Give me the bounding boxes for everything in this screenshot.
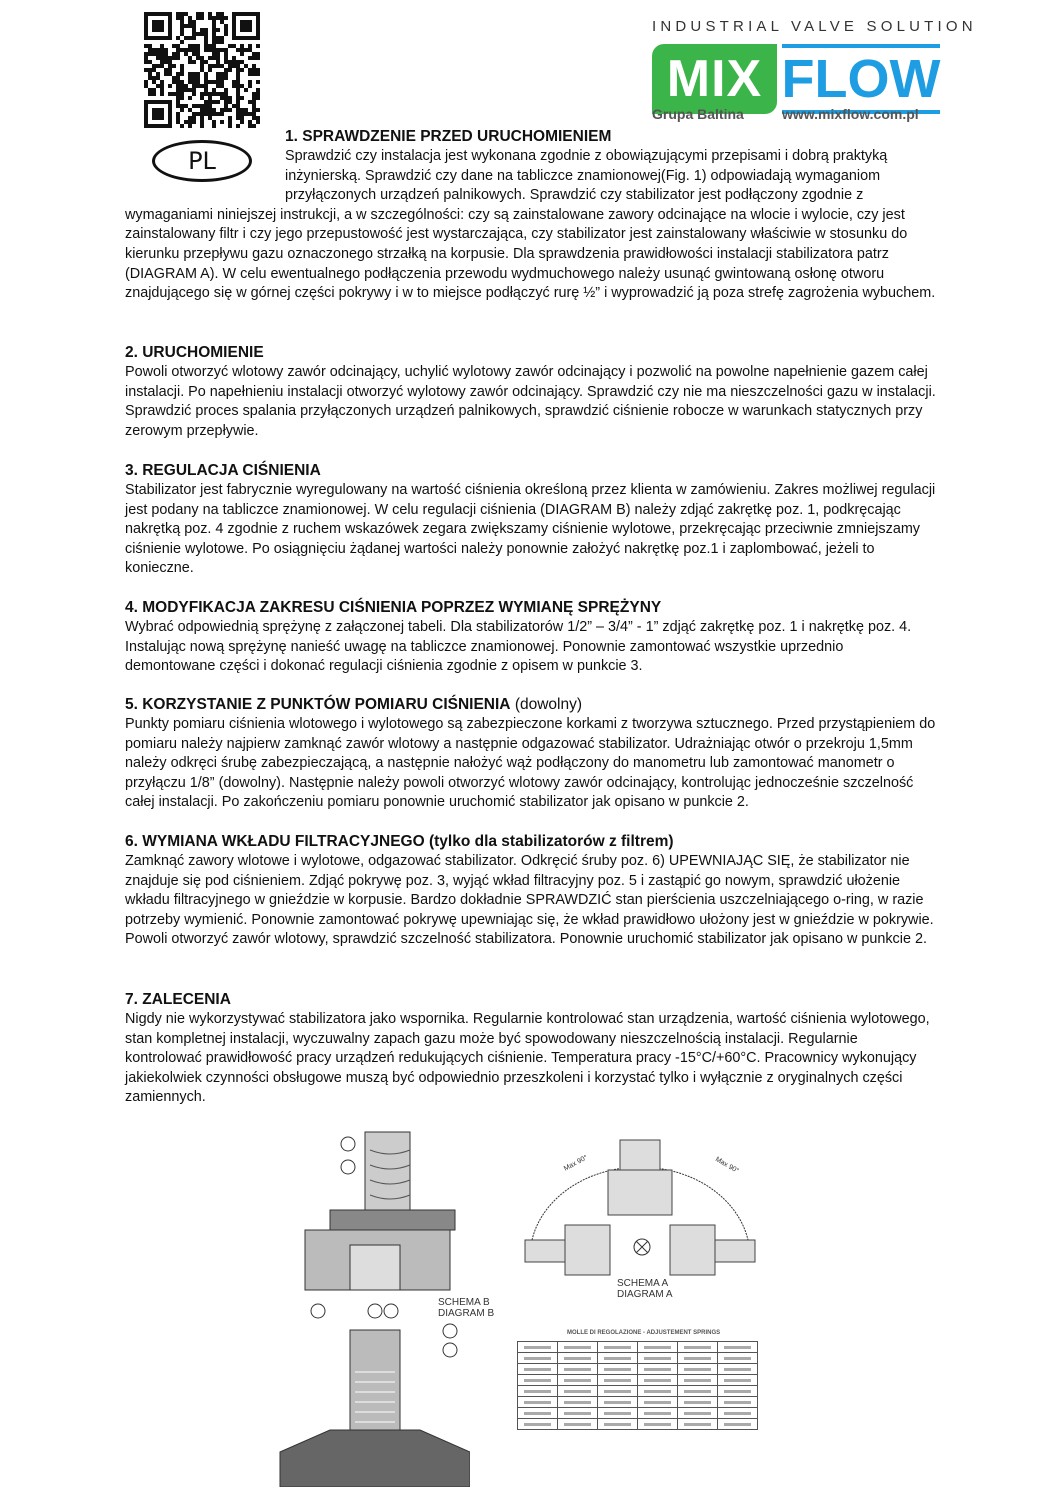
logo-flow: FLOW <box>782 44 940 114</box>
section-body: Stabilizator jest fabrycznie wyregulowany na wartość ciśnienia określoną przez klienta w zamówieniu. Zakres możliwej regulacji jest podany na tabliczce znamionowej. W celu regulacji ciśnienia (DIAGRAM B) należy zdjąć zakrętkę poz. 1, podkręcając nakrętką poz. 4 zgodnie z ruchem wskazówek zegara zwiększamy ciśnienie wylotowe, przekręcając przeciwnie zmniejszamy ciśnienie wylotowe. Po osiągnięciu żądanej wartości należy ponownie założyć nakrętkę poz.1 i zaplombować, jeżeli to konieczne. <box>125 482 936 577</box>
springs-table-row <box>518 1386 758 1397</box>
section-5 <box>125 695 937 813</box>
diagram-a-orientation <box>520 1130 765 1280</box>
schema-a-line1: SCHEMA A <box>617 1278 669 1289</box>
springs-table-cell <box>518 1364 558 1375</box>
springs-table-cell <box>558 1364 598 1375</box>
section-body: Wybrać odpowiednią sprężynę z załączonej tabeli. Dla stabilizatorów 1/2” – 3/4” - 1” zdjąć zakrętkę poz. 1 i nakrętkę poz. 4. Instalując nową sprężynę nanieść uwagę na tabliczce znamionowej. Ponownie zamontować wszystkie uprzednio demontowane części i dokonać regulacji ciśnienia zgodnie z opisem w punkcie 3. <box>125 619 912 675</box>
springs-table-cell <box>558 1342 598 1353</box>
section-line: inżynierską. Sprawdzić czy dane na tabliczce znamionowej(Fig. 1) odpowiadają wymaganiom <box>285 167 881 184</box>
springs-table-cell <box>678 1364 718 1375</box>
springs-table-cell <box>678 1386 718 1397</box>
callout-3 <box>384 1304 398 1318</box>
springs-table-row <box>518 1397 758 1408</box>
springs-table-cell <box>718 1342 758 1353</box>
springs-table-cell <box>518 1342 558 1353</box>
section-3 <box>125 461 937 579</box>
springs-table-cell <box>598 1375 638 1386</box>
logo-group: Grupa Baltina <box>652 106 744 122</box>
callout-6 <box>311 1304 325 1318</box>
springs-table-cell <box>598 1342 638 1353</box>
springs-table-cell <box>598 1386 638 1397</box>
springs-table-title: MOLLE DI REGOLAZIONE - ADJUSTEMENT SPRINGS <box>567 1330 721 1336</box>
callout-5 <box>368 1304 382 1318</box>
springs-table-cell <box>638 1353 678 1364</box>
springs-table-cell <box>678 1353 718 1364</box>
springs-table-cell <box>558 1386 598 1397</box>
springs-table-cell <box>678 1408 718 1419</box>
schema-b-line1: SCHEMA B <box>438 1297 490 1308</box>
section-6 <box>125 832 937 950</box>
section-body: Zamknąć zawory wlotowe i wylotowe, odgazować stabilizator. Odkręcić śruby poz. 6) UPEWNIAJĄC SIĘ, że stabilizator nie znajduje się pod ciśnieniem. Zdjąć pokrywę poz. 3, wyjąć wkład filtracyjny poz. 5 i zastąpić go nowym, sprawdzić ułożenie wkładu filtracyjnego w gnieździe w korpusie. Bardzo dokładnie SPRAWDZIĆ stan pierścienia uszczelniającego o-ring, w razie potrzeby wymienić. Ponownie zamontować pokrywę upewniając się, że wkład prawidłowo ułożony jest w gnieździe w pokrywie. Powoli otworzyć zawór wlotowy, sprawdzić szczelność stabilizatora. Ponownie uruchomić stabilizator jak opisano w punkcie 2. <box>125 853 934 948</box>
schema-b-label <box>438 1297 494 1319</box>
springs-table-row <box>518 1353 758 1364</box>
section-body: Powoli otworzyć wlotowy zawór odcinający, uchylić wylotowy zawór odcinający i pozwolić na powolne napełnienie gazem całej instalacji. Po napełnieniu instalacji otworzyć wylotowy zawór odcinający. Sprawdzić czy nie ma nieszczelności gazu w instalacji. Sprawdzić proces spalania przyłączonych urządzeń palnikowych, sprawdzić ciśnienie robocze w warunkach statycznych przy zerowym przepływie. <box>125 364 936 439</box>
springs-table-cell <box>718 1419 758 1430</box>
logo-mix: MIX <box>652 44 777 114</box>
springs-table <box>517 1341 758 1430</box>
section-body: wymaganiami niniejszej instrukcji, a w szczególności: czy są zainstalowane zawory odcinające na wlocie i wylocie, czy jest zainstalowany filtr i czy jego przepustowość jest wystarczająca, czy stabilizator jest zainstalowany właściwie w stosunku do kierunku przepływu gazu oznaczonego strzałką na korpusie. Dla sprawdzenia prawidłowości instalacji stabilizatora patrz (DIAGRAM A). W celu ewentualnego podłączenia przewodu wydmuchowego należy usunąć gwintowaną osłonę otworu znajdującego się w górnej części pokrywy i w to miejsce podłączyć rurę ½” i wyprowadzić ją poza strefę zagrożenia wybuchem. <box>125 206 936 302</box>
springs-table-cell <box>518 1397 558 1408</box>
springs-table-cell <box>558 1353 598 1364</box>
springs-table-cell <box>518 1419 558 1430</box>
springs-table-cell <box>718 1375 758 1386</box>
springs-table-cell <box>678 1342 718 1353</box>
springs-table-cell <box>518 1375 558 1386</box>
diagram-b-regulator <box>290 1120 505 1320</box>
section-body: Punkty pomiaru ciśnienia wlotowego i wylotowego są zabezpieczone korkami z tworzywa sztucznego. Przed przystąpieniem do pomiaru należy najpierw zamknąć zawór wlotowy a następnie odgazować stabilizator. Udrażniając otwór o przekroju 1,5mm należy odkręci śrubę zabezpieczającą, a następnie nałożyć wąż podłączony do manometru lub zamontować manometr o przyłączu 1/8” (dowolny). Następnie należy powoli otworzyć wlotowy zawór odcinający, kontrolując jednocześnie szczelność całej instalacji. Po zakończeniu pomiaru ponownie uruchomić stabilizator jak opisano w punkcie 2. <box>125 716 936 811</box>
section-title: 4. MODYFIKACJA ZAKRESU CIŚNIENIA POPRZEZ WYMIANĘ SPRĘŻYNY <box>125 599 662 616</box>
springs-table-row <box>518 1364 758 1375</box>
springs-table-cell <box>598 1419 638 1430</box>
section-title: 6. WYMIANA WKŁADU FILTRACYJNEGO (tylko dla stabilizatorów z filtrem) <box>125 833 674 850</box>
springs-table-cell <box>558 1375 598 1386</box>
mixflow-logo <box>652 14 977 126</box>
springs-table-cell <box>638 1419 678 1430</box>
qr-code <box>144 12 260 128</box>
section-title: 3. REGULACJA CIŚNIENIA <box>125 462 321 479</box>
springs-table-cell <box>718 1408 758 1419</box>
callout-4 <box>341 1160 355 1174</box>
springs-table-cell <box>558 1397 598 1408</box>
springs-table-cell <box>718 1397 758 1408</box>
springs-table-cell <box>638 1342 678 1353</box>
springs-table-cell <box>598 1364 638 1375</box>
springs-table-cell <box>598 1408 638 1419</box>
callout-4 <box>443 1343 457 1357</box>
springs-table-cell <box>598 1353 638 1364</box>
section-line: Sprawdzić czy instalacja jest wykonana zgodnie z obowiązującymi przepisami i dobrą praktyką <box>285 148 888 164</box>
callout-1 <box>341 1137 355 1151</box>
springs-table-cell <box>678 1419 718 1430</box>
springs-table-cell <box>638 1375 678 1386</box>
schema-a-angle-left: Max 90° <box>562 1154 589 1173</box>
schema-b-line2: DIAGRAM B <box>438 1308 495 1319</box>
schema-a-label <box>617 1278 673 1300</box>
schema-a-angle-right: Max 90° <box>713 1156 740 1175</box>
section-4 <box>125 598 937 677</box>
springs-table-cell <box>638 1386 678 1397</box>
springs-table-cell <box>718 1364 758 1375</box>
springs-table-row <box>518 1419 758 1430</box>
section-2 <box>125 343 937 441</box>
section-title-suffix: (dowolny) <box>510 696 583 713</box>
section-1 <box>125 127 937 304</box>
springs-table-cell <box>678 1397 718 1408</box>
springs-table-cell <box>558 1408 598 1419</box>
diagram-spring-detail <box>270 1322 470 1487</box>
springs-table-cell <box>638 1364 678 1375</box>
section-title: 7. ZALECENIA <box>125 991 231 1008</box>
springs-table-cell <box>718 1353 758 1364</box>
springs-table-cell <box>598 1397 638 1408</box>
springs-table-row <box>518 1342 758 1353</box>
springs-table-cell <box>638 1397 678 1408</box>
section-line: przyłączonych urządzeń palnikowych. Sprawdzić czy stabilizator jest podłączony zgodnie z <box>285 187 864 204</box>
logo-url: www.mixflow.com.pl <box>782 106 919 122</box>
section-title: 2. URUCHOMIENIE <box>125 344 264 361</box>
language-badge-text: PL <box>188 147 216 175</box>
section-title: 1. SPRAWDZENIE PRZED URUCHOMIENIEM <box>285 128 612 145</box>
springs-table-cell <box>718 1386 758 1397</box>
springs-table-cell <box>678 1375 718 1386</box>
springs-table-row <box>518 1375 758 1386</box>
springs-table-cell <box>558 1419 598 1430</box>
logo-tagline: INDUSTRIAL VALVE SOLUTION <box>652 18 977 35</box>
springs-table-cell <box>518 1353 558 1364</box>
springs-table-cell <box>518 1408 558 1419</box>
section-body: Nigdy nie wykorzystywać stabilizatora jako wspornika. Regularnie kontrolować stan urządzenia, wartość ciśnienia wylotowego, stan kompletnej instalacji, wyczuwalny zapach gazu może być spowodowany nieszczelnością instalacji. Regularnie kontrolować prawidłowość pracy urządzeń redukujących ciśnienie. Temperatura pracy -15°C/+60°C. Pracownicy wykonujący jakiekolwiek czynności obsługowe muszą być odpowiednio przeszkoleni i korzystać tylko i wyłącznie z oryginalnych części zamiennych. <box>125 1011 930 1106</box>
springs-table-row <box>518 1408 758 1419</box>
callout-1 <box>443 1324 457 1338</box>
section-title: 5. KORZYSTANIE Z PUNKTÓW POMIARU CIŚNIENIA <box>125 696 511 713</box>
section-7 <box>125 990 937 1108</box>
springs-table-cell <box>638 1408 678 1419</box>
schema-a-line2: DIAGRAM A <box>617 1289 673 1300</box>
springs-table-cell <box>518 1386 558 1397</box>
